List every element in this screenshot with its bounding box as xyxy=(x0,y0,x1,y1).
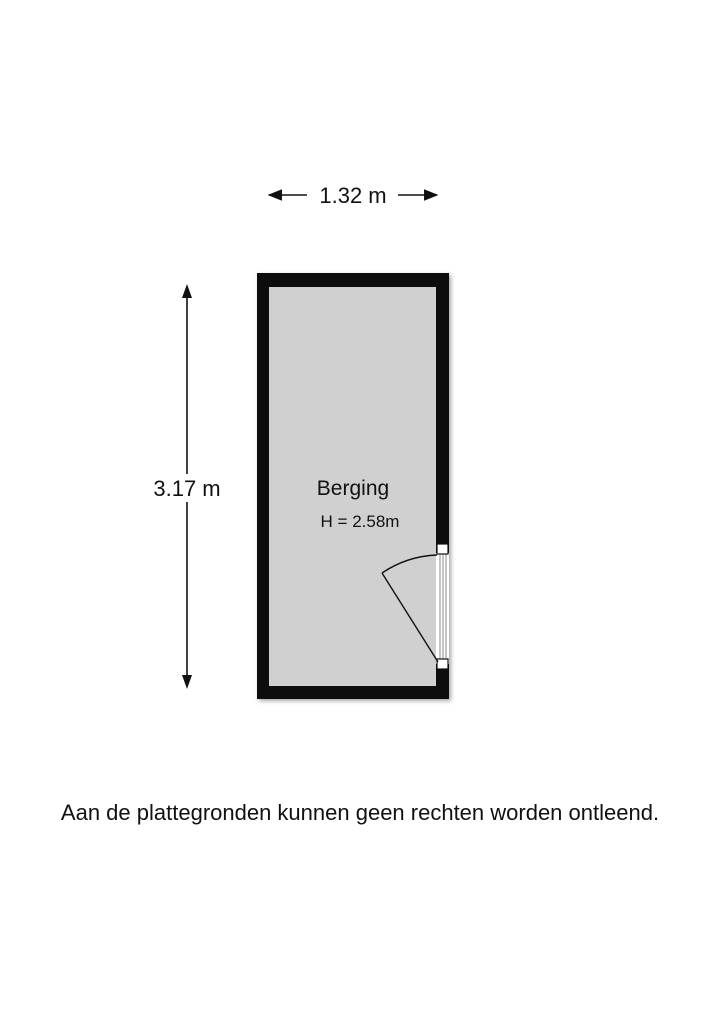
disclaimer-text: Aan de plattegronden kunnen geen rechten worden ontleend. xyxy=(60,800,660,825)
door-jamb-top xyxy=(437,544,448,554)
length-label: 3.17 m xyxy=(153,476,221,501)
length-arrow-bottom xyxy=(182,675,192,689)
room-height: H = 2.58m xyxy=(320,512,400,531)
room-name: Berging xyxy=(316,477,390,500)
length-dimension xyxy=(140,284,234,689)
width-label: 1.32 m xyxy=(319,183,387,208)
length-arrow-top xyxy=(182,284,192,298)
width-dimension xyxy=(269,183,437,208)
door-jamb-bottom xyxy=(437,659,448,669)
room-berging xyxy=(257,273,449,699)
